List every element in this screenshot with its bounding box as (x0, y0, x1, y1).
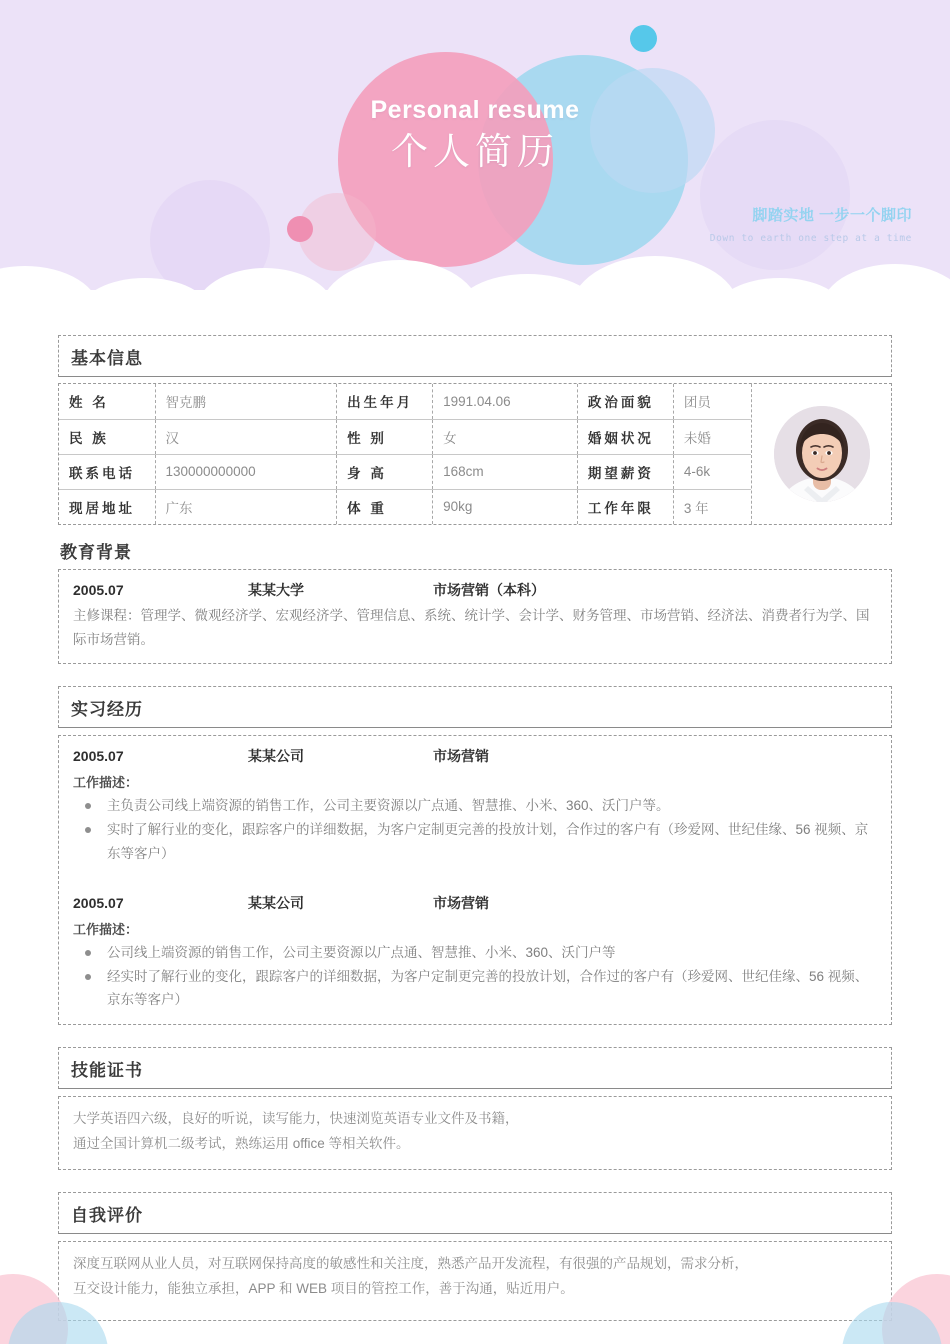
field-label-birthdate: 出生年月 (337, 384, 433, 419)
avatar (774, 406, 870, 502)
job-entry-header (73, 893, 877, 913)
field-value-political: 团员 (673, 384, 751, 419)
field-value-experience: 3 年 (683, 500, 709, 516)
list-item: 主负责公司线上端资源的销售工作，公司主要资源以广点通、智慧推、小米、360、沃门户等。 (73, 794, 877, 817)
field-value-marital: 未婚 (673, 419, 751, 454)
job-date: 2005.07 (73, 894, 124, 911)
job-bullet-list (73, 794, 877, 865)
section-header-self-eval (58, 1192, 892, 1234)
list-item: 公司线上端资源的销售工作，公司主要资源以广点通、智慧推、小米、360、沃门户等 (73, 941, 877, 964)
field-value-weight: 90kg (433, 489, 578, 524)
job-company: 某某公司 (248, 748, 304, 765)
section-header-basic-info (58, 335, 892, 377)
section-header-skills (58, 1047, 892, 1089)
education-date: 2005.07 (73, 582, 124, 598)
education-panel (58, 569, 892, 664)
education-description: 主修课程：管理学、微观经济学、宏观经济学、管理信息、系统、统计学、会计学、财务管理、市场营销、经济法、消费者行为学、国际市场营销。 (73, 608, 870, 647)
job-bullet-list (73, 941, 877, 1012)
skills-line-1: 大学英语四六级，良好的听说，读写能力，快速浏览英语专业文件及书籍， (73, 1111, 519, 1127)
section-title-internship: 实习经历 (71, 699, 143, 719)
job-role: 市场营销 (433, 748, 489, 765)
field-value-name: 智克鹏 (155, 384, 337, 419)
internship-panel (58, 735, 892, 1025)
field-value-ethnicity: 汉 (155, 419, 337, 454)
self-eval-line-1: 深度互联网从业人员，对互联网保持高度的敏感性和关注度，熟悉产品开发流程，有很强的产品规划，需求分析， (73, 1256, 748, 1272)
table-row (59, 489, 751, 524)
field-label-political: 政治面貌 (577, 384, 673, 419)
section-header-education (58, 533, 892, 567)
job-company: 某某公司 (248, 894, 304, 911)
field-value-address: 广东 (155, 489, 337, 524)
table-row (59, 454, 751, 489)
field-label-name: 姓 名 (59, 384, 155, 419)
field-label-marital: 婚姻状况 (577, 419, 673, 454)
banner-title-chinese: 个人简历 (391, 131, 559, 172)
portrait-photo-icon (774, 406, 870, 502)
list-item: 经实时了解行业的变化，跟踪客户的详细数据，为客户定制更完善的投放计划，合作过的客户有（珍爱网、世纪佳缘、56 视频、京东等客户） (73, 965, 877, 1011)
self-eval-line-2: 互交设计能力，能独立承担，APP 和 WEB 项目的管控工作，善于沟通，贴近用户。 (73, 1281, 574, 1297)
list-item: 实时了解行业的变化，跟踪客户的详细数据，为客户定制更完善的投放计划，合作过的客户有（珍爱网、世纪佳缘、56 视频、京东等客户） (73, 818, 877, 864)
job-description-label: 工作描述： (73, 775, 139, 791)
education-major: 市场营销（本科） (433, 582, 545, 598)
table-row (59, 384, 751, 419)
basic-info-table (59, 384, 751, 524)
job-role: 市场营销 (433, 894, 489, 911)
field-label-phone: 联系电话 (59, 454, 155, 489)
job-description-label: 工作描述： (73, 921, 139, 937)
tagline-english: Down to earth one step at a time (709, 233, 912, 244)
section-title-skills: 技能证书 (71, 1060, 143, 1080)
field-value-phone: 130000000000 (155, 454, 337, 489)
section-title-education: 教育背景 (60, 542, 132, 562)
job-entry (73, 893, 877, 1012)
resume-content (58, 335, 892, 1321)
field-label-ethnicity: 民 族 (59, 419, 155, 454)
field-value-height: 168cm (433, 454, 578, 489)
field-label-height: 身 高 (337, 454, 433, 489)
cloud-divider (0, 232, 950, 310)
education-school: 某某大学 (248, 582, 304, 598)
field-label-gender: 性 别 (337, 419, 433, 454)
field-label-weight: 体 重 (337, 489, 433, 524)
skills-line-2: 通过全国计算机二级考试，熟练运用 office 等相关软件。 (73, 1136, 410, 1152)
job-date: 2005.07 (73, 748, 124, 765)
field-label-experience: 工作年限 (577, 489, 673, 524)
field-label-salary: 期望薪资 (577, 454, 673, 489)
banner-title-english: Personal resume (370, 96, 580, 124)
skills-panel (58, 1096, 892, 1170)
job-entry (73, 746, 877, 865)
section-title-basic-info: 基本信息 (71, 348, 143, 368)
job-entry-spacer (73, 865, 877, 893)
education-entry-header (73, 580, 877, 600)
job-entry-header (73, 746, 877, 766)
decorative-circle-blue-soft (590, 68, 715, 193)
field-value-birthdate: 1991.04.06 (433, 384, 578, 419)
field-value-gender: 女 (433, 419, 578, 454)
basic-info-table-wrap (58, 383, 892, 525)
self-eval-panel (58, 1241, 892, 1321)
header-banner (0, 0, 950, 310)
field-value-salary: 4-6k (673, 454, 751, 489)
table-row (59, 419, 751, 454)
section-title-self-eval: 自我评价 (71, 1205, 143, 1225)
decorative-circle-cyan-dot (630, 25, 657, 52)
section-header-internship (58, 686, 892, 728)
tagline-chinese: 脚踏实地 一步一个脚印 (752, 207, 912, 224)
photo-cell (751, 384, 891, 524)
field-label-address: 现居地址 (59, 489, 155, 524)
